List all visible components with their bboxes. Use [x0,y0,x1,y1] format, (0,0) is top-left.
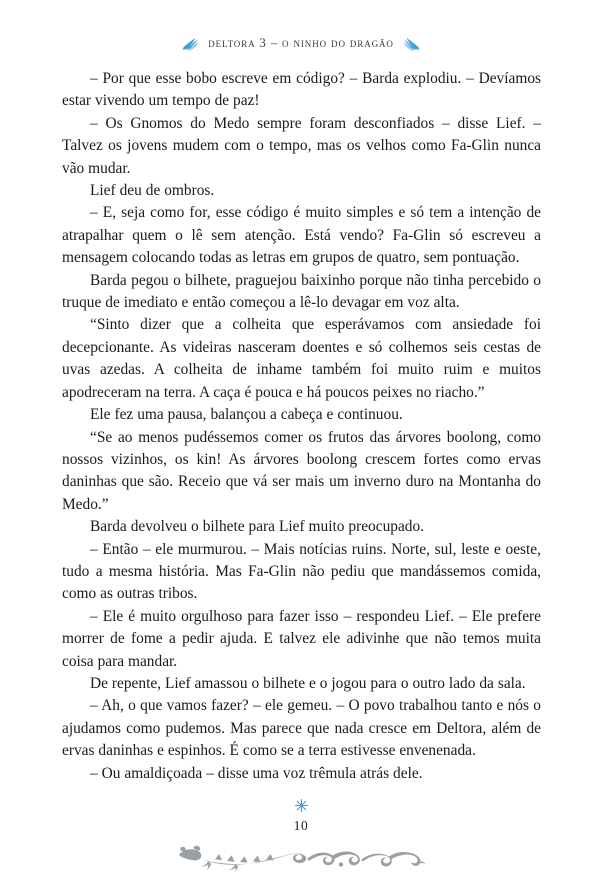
running-header [0,33,602,53]
paragraph: – Ou amaldiçoada – disse uma voz trêmula atrás dele. [90,764,423,782]
paragraph: Lief deu de ombros. [90,182,215,200]
paragraph: – E, seja como for, esse código é muito simples e só tem a intenção de atrapalhar quem o lê sem atenção. Está vendo? Fa-Glin só escreveu a mensagem colocando todas as letras em grupos de quatro, sem pontuação. [62,204,541,267]
paragraph: Barda devolveu o bilhete para Lief muito preocupado. [90,518,425,536]
snowflake-icon [294,798,309,813]
header-title: deltora 3 – o ninho do dragão [208,35,394,50]
paragraph: – Ele é muito orgulhoso para fazer isso – respondeu Lief. – Ele prefere morrer de fome a pedir ajuda. E talvez ele adivinhe que não temos muita coisa para mandar. [62,607,541,670]
page-tail-ornament [0,842,602,872]
wing-ornament-icon [182,36,199,51]
paragraph: “Sinto dizer que a colheita que esperávamos com ansiedade foi decepcionante. As videiras nasceram doentes e só colhemos seis cestas de uvas azedas. A colheita de inhame também foi muito ruim e muitos apodreceram na terra. A caça é pouca e há poucos peixes no riacho.” [62,316,541,401]
paragraph: Barda pegou o bilhete, praguejou baixinho porque não tinha percebido o truque de imediato e então começou a lê-lo devagar em voz alta. [62,271,541,312]
paragraph: Ele fez uma pausa, balançou a cabeça e continuou. [90,406,403,424]
wing-ornament-icon [403,36,420,51]
paragraph: “Se ao menos pudéssemos comer os frutos das árvores boolong, como nossos vizinhos, os kin! As árvores boolong crescem fortes como ervas daninhas que são. Receio que vá ser mais um inverno duro na Montanha do Medo.” [62,428,541,513]
page-number: 10 [293,818,309,833]
page-footer [0,798,602,834]
paragraph: – Então – ele murmurou. – Mais notícias ruins. Norte, sul, leste e oeste, tudo a mesma história. Mas Fa-Glin não pediu que mandássemos comida, como as outras tribos. [62,540,541,603]
paragraph: – Os Gnomos do Medo sempre foram desconfiados – disse Lief. – Talvez os jovens mudem com o tempo, mas os velhos como Fa-Glin nunca vão mudar. [62,114,541,177]
paragraph: De repente, Lief amassou o bilhete e o jogou para o outro lado da sala. [90,674,526,692]
paragraph: – Ah, o que vamos fazer? – ele gemeu. – O povo trabalhou tanto e nós o ajudamos como pudemos. Mas parece que nada cresce em Deltora, além de ervas daninhas e espinhos. É como se a terra estivesse envenenada. [62,697,541,760]
dragon-flourish-icon [175,842,427,872]
page-text-block [62,68,541,785]
paragraph: – Por que esse bobo escreve em código? – Barda explodiu. – Devíamos estar vivendo um tempo de paz! [62,70,541,110]
